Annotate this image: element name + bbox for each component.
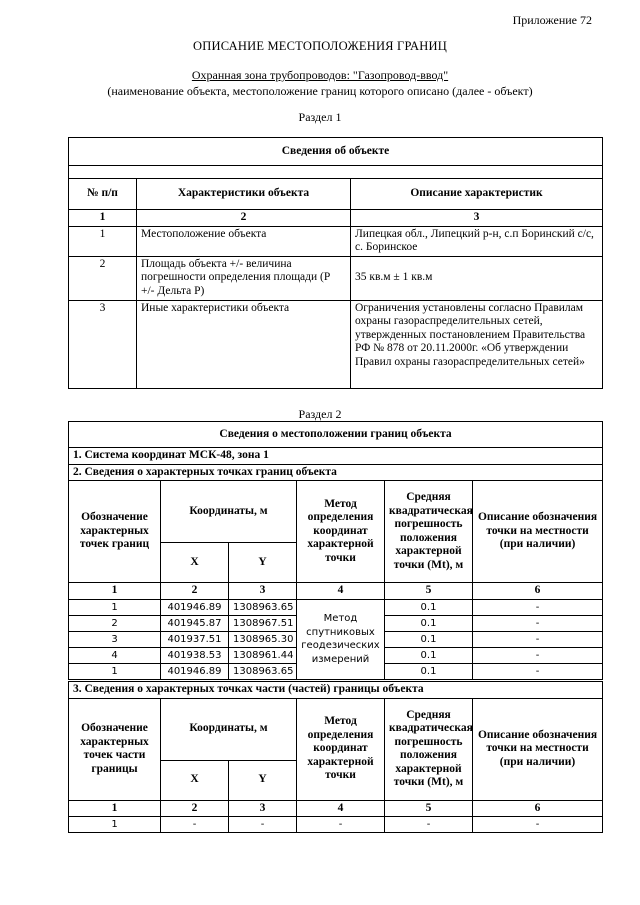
row-name: Местоположение объекта [137, 226, 351, 256]
point-num: 3 [69, 631, 161, 647]
point-method: Метод спутниковых геодезических измерений [297, 599, 385, 679]
colnum-5: 5 [385, 800, 473, 817]
header-y: Y [229, 760, 297, 800]
table-row [69, 226, 603, 256]
table-row [69, 300, 603, 388]
header-characteristic: Характеристики объекта [137, 179, 351, 210]
header-num: № п/п [69, 179, 137, 210]
row-num: 3 [69, 300, 137, 388]
header-point-desc: Описание обозначения точки на местности (при наличии) [473, 481, 603, 583]
spacer-row [69, 166, 603, 179]
colnum-6: 6 [473, 583, 603, 600]
point-num: 4 [69, 647, 161, 663]
point-mt: 0.1 [385, 647, 473, 663]
colnum-1: 1 [69, 210, 137, 227]
row-name: Площадь объекта +/- величина погрешности определения площади (Р +/- Дельта Р) [137, 256, 351, 300]
point-y: 1308965.30 [229, 631, 297, 647]
point-num: 2 [69, 615, 161, 631]
header-method: Метод определения координат характерной точки [297, 481, 385, 583]
colnum-1: 1 [69, 583, 161, 600]
section2-heading: Сведения о местоположении границ объекта [69, 422, 603, 448]
object-name-text: Охранная зона трубопроводов: "Газопровод-ввод" [191, 68, 449, 82]
table-row [69, 817, 603, 833]
boundary-points-table [68, 421, 603, 680]
colnum-1: 1 [69, 800, 161, 817]
document-title: ОПИСАНИЕ МЕСТОПОЛОЖЕНИЯ ГРАНИЦ [193, 39, 447, 53]
point-mt: 0.1 [385, 663, 473, 679]
point-num: 1 [69, 599, 161, 615]
part-point-num: 1 [69, 817, 161, 833]
object-info-table [68, 137, 603, 389]
point-x: 401946.89 [161, 599, 229, 615]
point-x: 401945.87 [161, 615, 229, 631]
part-point-desc: - [473, 817, 603, 833]
table-row [69, 256, 603, 300]
header-mt: Средняя квадратическая погрешность положения характерной точки (Mt), м [385, 698, 473, 800]
colnum-3: 3 [229, 800, 297, 817]
object-info-heading: Сведения об объекте [69, 138, 603, 166]
point-y: 1308963.65 [229, 599, 297, 615]
header-coords: Координаты, м [161, 481, 297, 543]
point-y: 1308963.65 [229, 663, 297, 679]
colnum-4: 4 [297, 800, 385, 817]
header-x: X [161, 760, 229, 800]
colnum-4: 4 [297, 583, 385, 600]
coordinate-system: 1. Система координат МСК-48, зона 1 [69, 448, 603, 465]
point-desc: - [473, 647, 603, 663]
colnum-3: 3 [351, 210, 603, 227]
point-desc: - [473, 615, 603, 631]
point-mt: 0.1 [385, 615, 473, 631]
point-desc: - [473, 599, 603, 615]
point-mt: 0.1 [385, 631, 473, 647]
section1-label: Раздел 1 [298, 110, 342, 124]
colnum-3: 3 [229, 583, 297, 600]
row-desc: Липецкая обл., Липецкий р-н, с.п Боринский с/с, с. Боринское [351, 226, 603, 256]
point-desc: - [473, 663, 603, 679]
point-x: 401937.51 [161, 631, 229, 647]
header-point-part: Обозначение характерных точек части границы [69, 698, 161, 800]
appendix-label: Приложение 72 [512, 13, 592, 27]
row-name: Иные характеристики объекта [137, 300, 351, 388]
header-description: Описание характеристик [351, 179, 603, 210]
header-point: Обозначение характерных точек границ [69, 481, 161, 583]
point-mt: 0.1 [385, 599, 473, 615]
part-point-y: - [229, 817, 297, 833]
row-desc: Ограничения установлены согласно Правилам охраны газораспределительных сетей, утвержденных постановлением Правительства РФ № 878 от 20.11.2000г. «Об утверждении Правил охраны газораспределительных сетей» [351, 300, 603, 388]
point-y: 1308967.51 [229, 615, 297, 631]
point-y: 1308961.44 [229, 647, 297, 663]
row-num: 1 [69, 226, 137, 256]
part-point-mt: - [385, 817, 473, 833]
colnum-6: 6 [473, 800, 603, 817]
points-subheading: 2. Сведения о характерных точках границ объекта [69, 464, 603, 481]
colnum-2: 2 [161, 800, 229, 817]
colnum-2: 2 [137, 210, 351, 227]
point-x: 401938.53 [161, 647, 229, 663]
row-num: 2 [69, 256, 137, 300]
part-point-x: - [161, 817, 229, 833]
point-x: 401946.89 [161, 663, 229, 679]
object-name [0, 68, 640, 83]
point-desc: - [473, 631, 603, 647]
colnum-2: 2 [161, 583, 229, 600]
header-mt: Средняя квадратическая погрешность положения характерной точки (Mt), м [385, 481, 473, 583]
part-points-subheading: 3. Сведения о характерных точках части (частей) границы объекта [69, 682, 603, 699]
header-coords: Координаты, м [161, 698, 297, 760]
header-x: X [161, 543, 229, 583]
part-points-table [68, 681, 603, 833]
table-row [69, 599, 603, 615]
point-num: 1 [69, 663, 161, 679]
header-y: Y [229, 543, 297, 583]
object-note: (наименование объекта, местоположение границ которого описано (далее - объект) [107, 84, 533, 98]
colnum-5: 5 [385, 583, 473, 600]
row-desc: 35 кв.м ± 1 кв.м [351, 256, 603, 300]
section2-label: Раздел 2 [298, 407, 342, 421]
part-point-method: - [297, 817, 385, 833]
header-point-desc: Описание обозначения точки на местности (при наличии) [473, 698, 603, 800]
header-method: Метод определения координат характерной точки [297, 698, 385, 800]
